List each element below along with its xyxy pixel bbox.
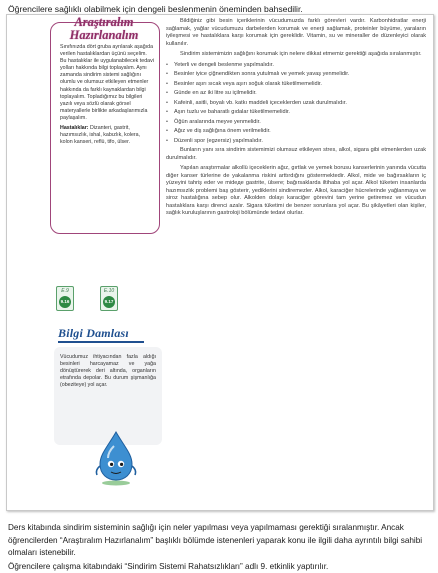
research-text [60,44,154,146]
bullet-item: • Aşırı tuzlu ve baharatlı gıdalar tüketilmemelidir. [166,109,426,117]
bilgi-title-underline [58,341,144,343]
main-text-column [166,18,426,221]
reference-badge-e10 [100,286,118,311]
bullet-item: • Düzenli spor (egzersiz) yapılmalıdır. [166,138,426,146]
diseases-list: Dizanteri, gastrit, hazımsızlık, ishal, kabızlık, kolera, kolon kanseri, reflü, tifo, ülser. [60,125,141,146]
reference-badge-e9 [56,286,74,311]
main-paragraph-4: Yapılan araştırmalar alkollü içeceklerin ağız, gırtlak ve yemek borusu kanserlerinin yanında vücutta diğer kanser türlerine de yakalanma riskini arttırdığını göstermektedir. Alkol, mide ve bağırsakların iç yüzeyini tahriş eder ve mideде gastrite, ülsere; bağırsaklarda iltihaba yol açar. Alkol tüketen insanlarda hazımsızlık problemi baş gösterir, yediklerini sindiremezler. Alkol, karaciğer hücrelerinde yağlanmaya ve siroz hastalığına sebep olur. Alkolden dolayı karaciğer görevini tam yerine getiremez ve vücudun hastalıklara karşı direnci azalır. Sigara tüketimi de benzer sorunlara yol açar. Bu şikâyetleri olan kişiler, sağlık kuruluşlarının gastroloji bölümünde tedavi olurlar. [166,165,426,216]
bilgi-title: Bilgi Damlası [58,326,129,340]
research-title [56,16,152,42]
badge-code: E.9 [61,288,69,294]
main-paragraph-3: Bunların yanı sıra sindirim sistemimizi olumsuz etkileyen stres, alkol, sigara gibi etmenlerden uzak durulmalıdır. [166,147,426,161]
intro-line: Öğrencilere sağlıklı olabilmek için dengeli beslenmenin öneminden bahsedilir. [8,4,303,14]
water-drop-mascot-icon [94,428,138,486]
bullet-item: • Yeterli ve dengeli beslenme yapılmalıdır. [166,62,426,70]
research-body: Sınıfınızda dört gruba ayrılarak aşağıda verilen hastalıklardan üçünü seçelim. Bu hastalıklar ile uygulanabilecek tedavi yolları hakkında bilgi toplayalım. Aynı zamanda sindirim sistemi sağlığını olumlu ve olumsuz etkileyen etmenler hakkında da farklı kaynaklardan bilgi toplayalım. Topladığımız bu bilgileri yazılı veya sözlü olarak görsel materyallerle birlikte arkadaşlarımızla paylaşalım. [60,44,154,121]
research-title-line2: Hazırlanalım [69,28,139,42]
bullet-item: • Günde en az iki litre su içilmelidir. [166,90,426,98]
bullet-item: • Ağız ve diş sağlığına önem verilmelidir. [166,128,426,136]
bullet-item: • Kafeinli, asitli, boyalı vb. katkı maddeli içeceklerden uzak durulmalıdır. [166,100,426,108]
badge-code: E.10 [103,288,115,294]
badge-number: 9.17 [103,296,115,308]
research-diseases [60,125,154,146]
main-paragraph-2: Sindirim sistemimizin sağlığını korumak için nelere dikkat etmemiz gerektiği aşağıda sıralanmıştır. [180,51,422,57]
diseases-label: Hastalıklar: [60,125,89,132]
bottom-line: Öğrencilere çalışma kitabındaki “Sindirim Sistemi Rahatsızlıkları” adlı 9. etkinlik yaptırılır. [8,562,329,571]
bilgi-text: Vücudumuz ihtiyacından fazla aldığı besinleri harcayamaz ve yağa dönüştürerek deri altında, organların etrafında depolar. Bu durum şişmanlığa (obeziteye) yol açar. [60,354,156,389]
bullet-item: • Öğün aralarında meyve yenmelidir. [166,119,426,127]
main-paragraph-1: Bildiğiniz gibi besin içeriklerinin vücudumuzda farklı görevleri vardır. Karbonhidratlar enerji sağlamak, yağlar vücudumuzu darbelerden korumak ve enerji sağlamak, proteinler büyüme, yaraların iyileşmesi ve hastalıklara karşı korumak için gereklidir. Vitamin, su ve mineraller de düzenleyici olarak kullanılır. [166,18,426,47]
bullet-item: • Besinler iyice çiğnendikten sonra yutulmalı ve yemek yavaş yenmelidir. [166,71,426,79]
research-title-line1: Araştıralım [74,15,134,29]
bottom-paragraph: Ders kitabında sindirim sisteminin sağlığı için neler yapılması veya yapılmaması gerektiği sıralanmıştır. Ancak öğrencilerden “Araştıralım Hazırlanalım” başlıklı bölümde istenenleri yaparak konu ile ilgili daha ayrıntılı bilgi sahibi olmaları istenebilir. [8,523,423,557]
bullet-item: • Besinler aşırı sıcak veya aşırı soğuk olarak tüketilmemelidir. [166,81,426,89]
badge-number: 9.16 [59,296,71,308]
